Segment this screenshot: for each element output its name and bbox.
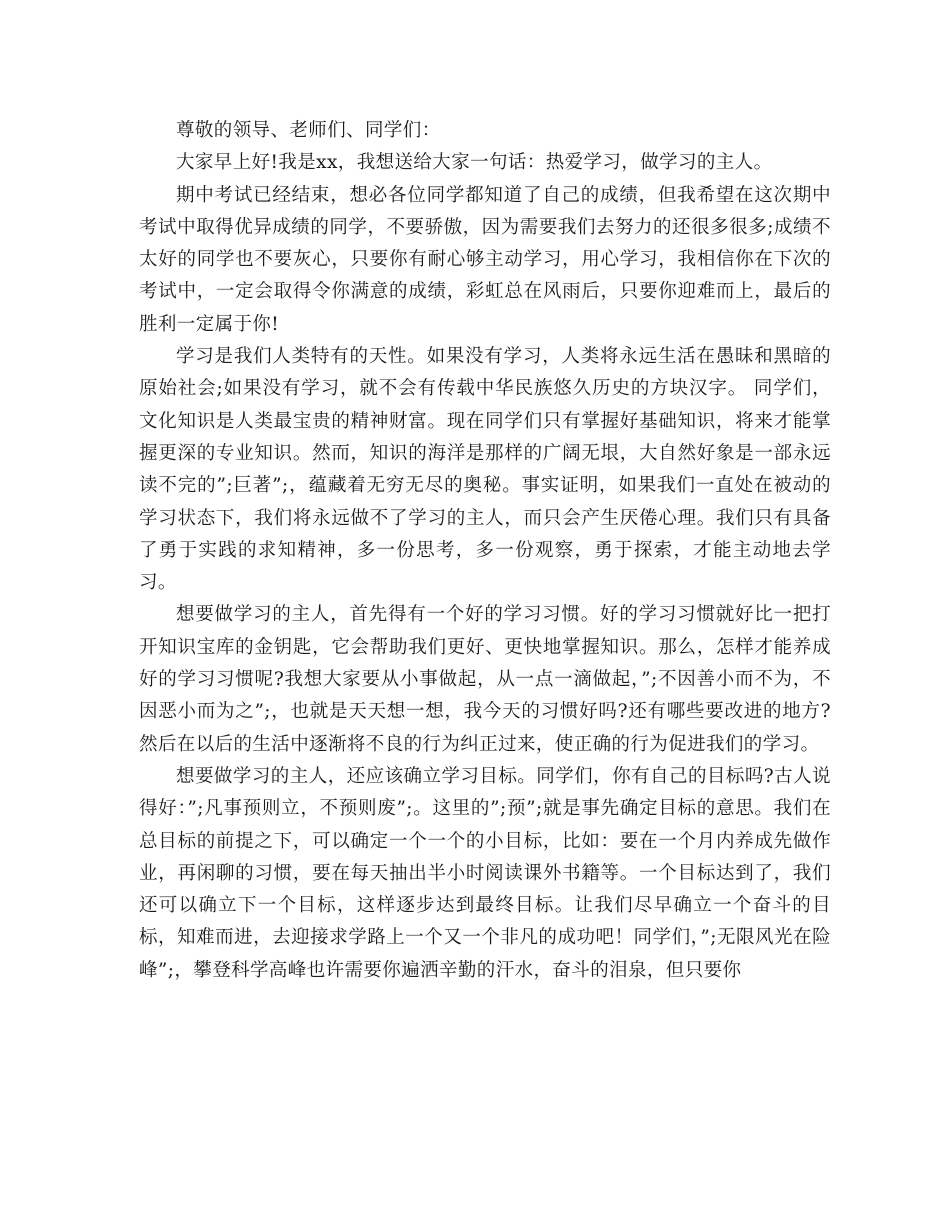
- learning-habit-paragraph: 想要做学习的主人，首先得有一个好的学习习惯。好的学习习惯就好比一把打开知识宝库的金钥匙，它会帮助我们更好、更快地掌握知识。那么，怎样才能养成好的学习习惯呢?我想大家要从小事做起，从一点一滴做起，”;不因善小而不为，不因恶小而为之”;，也就是天天想一想，我今天的习惯好吗?还有哪些要改进的地方?然后在以后的生活中逐渐将不良的行为纠正过来，使正确的行为促进我们的学习。: [139, 604, 831, 755]
- speech-body: [139, 115, 831, 987]
- salutation-paragraph: 尊敬的领导、老师们、同学们：: [176, 120, 441, 141]
- learning-nature-paragraph: 学习是我们人类特有的天性。如果没有学习，人类将永远生活在愚昧和黑暗的原始社会;如果没有学习，就不会有传载中华民族悠久历史的方块汉字。 同学们，文化知识是人类最宝贵的精神财富。现在同学们只有掌握好基础知识，将来才能掌握更深的专业知识。然而，知识的海洋是那样的广阔无垠，大自然好象是一部永远读不完的”;巨著”;，蕴藏着无穷无尽的奥秘。事实证明，如果我们一直处在被动的学习状态下，我们将永远做不了学习的主人，而只会产生厌倦心理。我们只有具备了勇于实践的求知精神，多一份思考，多一份观察，勇于探索，才能主动地去学习。: [139, 346, 831, 594]
- greeting-paragraph: 大家早上好!我是xx，我想送给大家一句话：热爱学习，做学习的主人。: [176, 152, 773, 174]
- learning-goal-paragraph: 想要做学习的主人，还应该确立学习目标。同学们，你有自己的目标吗?古人说得好：”;凡事预则立，不预则废”;。这里的”;预”;就是事先确定目标的意思。我们在总目标的前提之下，可以确定一个一个的小目标，比如：要在一个月内养成先做作业，再闲聊的习惯，要在每天抽出半小时阅读课外书籍等。一个目标达到了，我们还可以确立下一个目标，这样逐步达到最终目标。让我们尽早确立一个奋斗的目标，知难而进，去迎接求学路上一个又一个非凡的成功吧！同学们，”;无限风光在险峰”;，攀登科学高峰也许需要你遍洒辛勤的汗水，奋斗的泪泉，但只要你: [139, 765, 831, 981]
- exam-paragraph: 期中考试已经结束，想必各位同学都知道了自己的成绩，但我希望在这次期中考试中取得优异成绩的同学，不要骄傲，因为需要我们去努力的还很多很多;成绩不太好的同学也不要灰心，只要你有耐心够主动学习，用心学习，我相信你在下次的考试中，一定会取得令你满意的成绩，彩虹总在风雨后，只要你迎难而上，最后的胜利一定属于你!: [139, 184, 831, 335]
